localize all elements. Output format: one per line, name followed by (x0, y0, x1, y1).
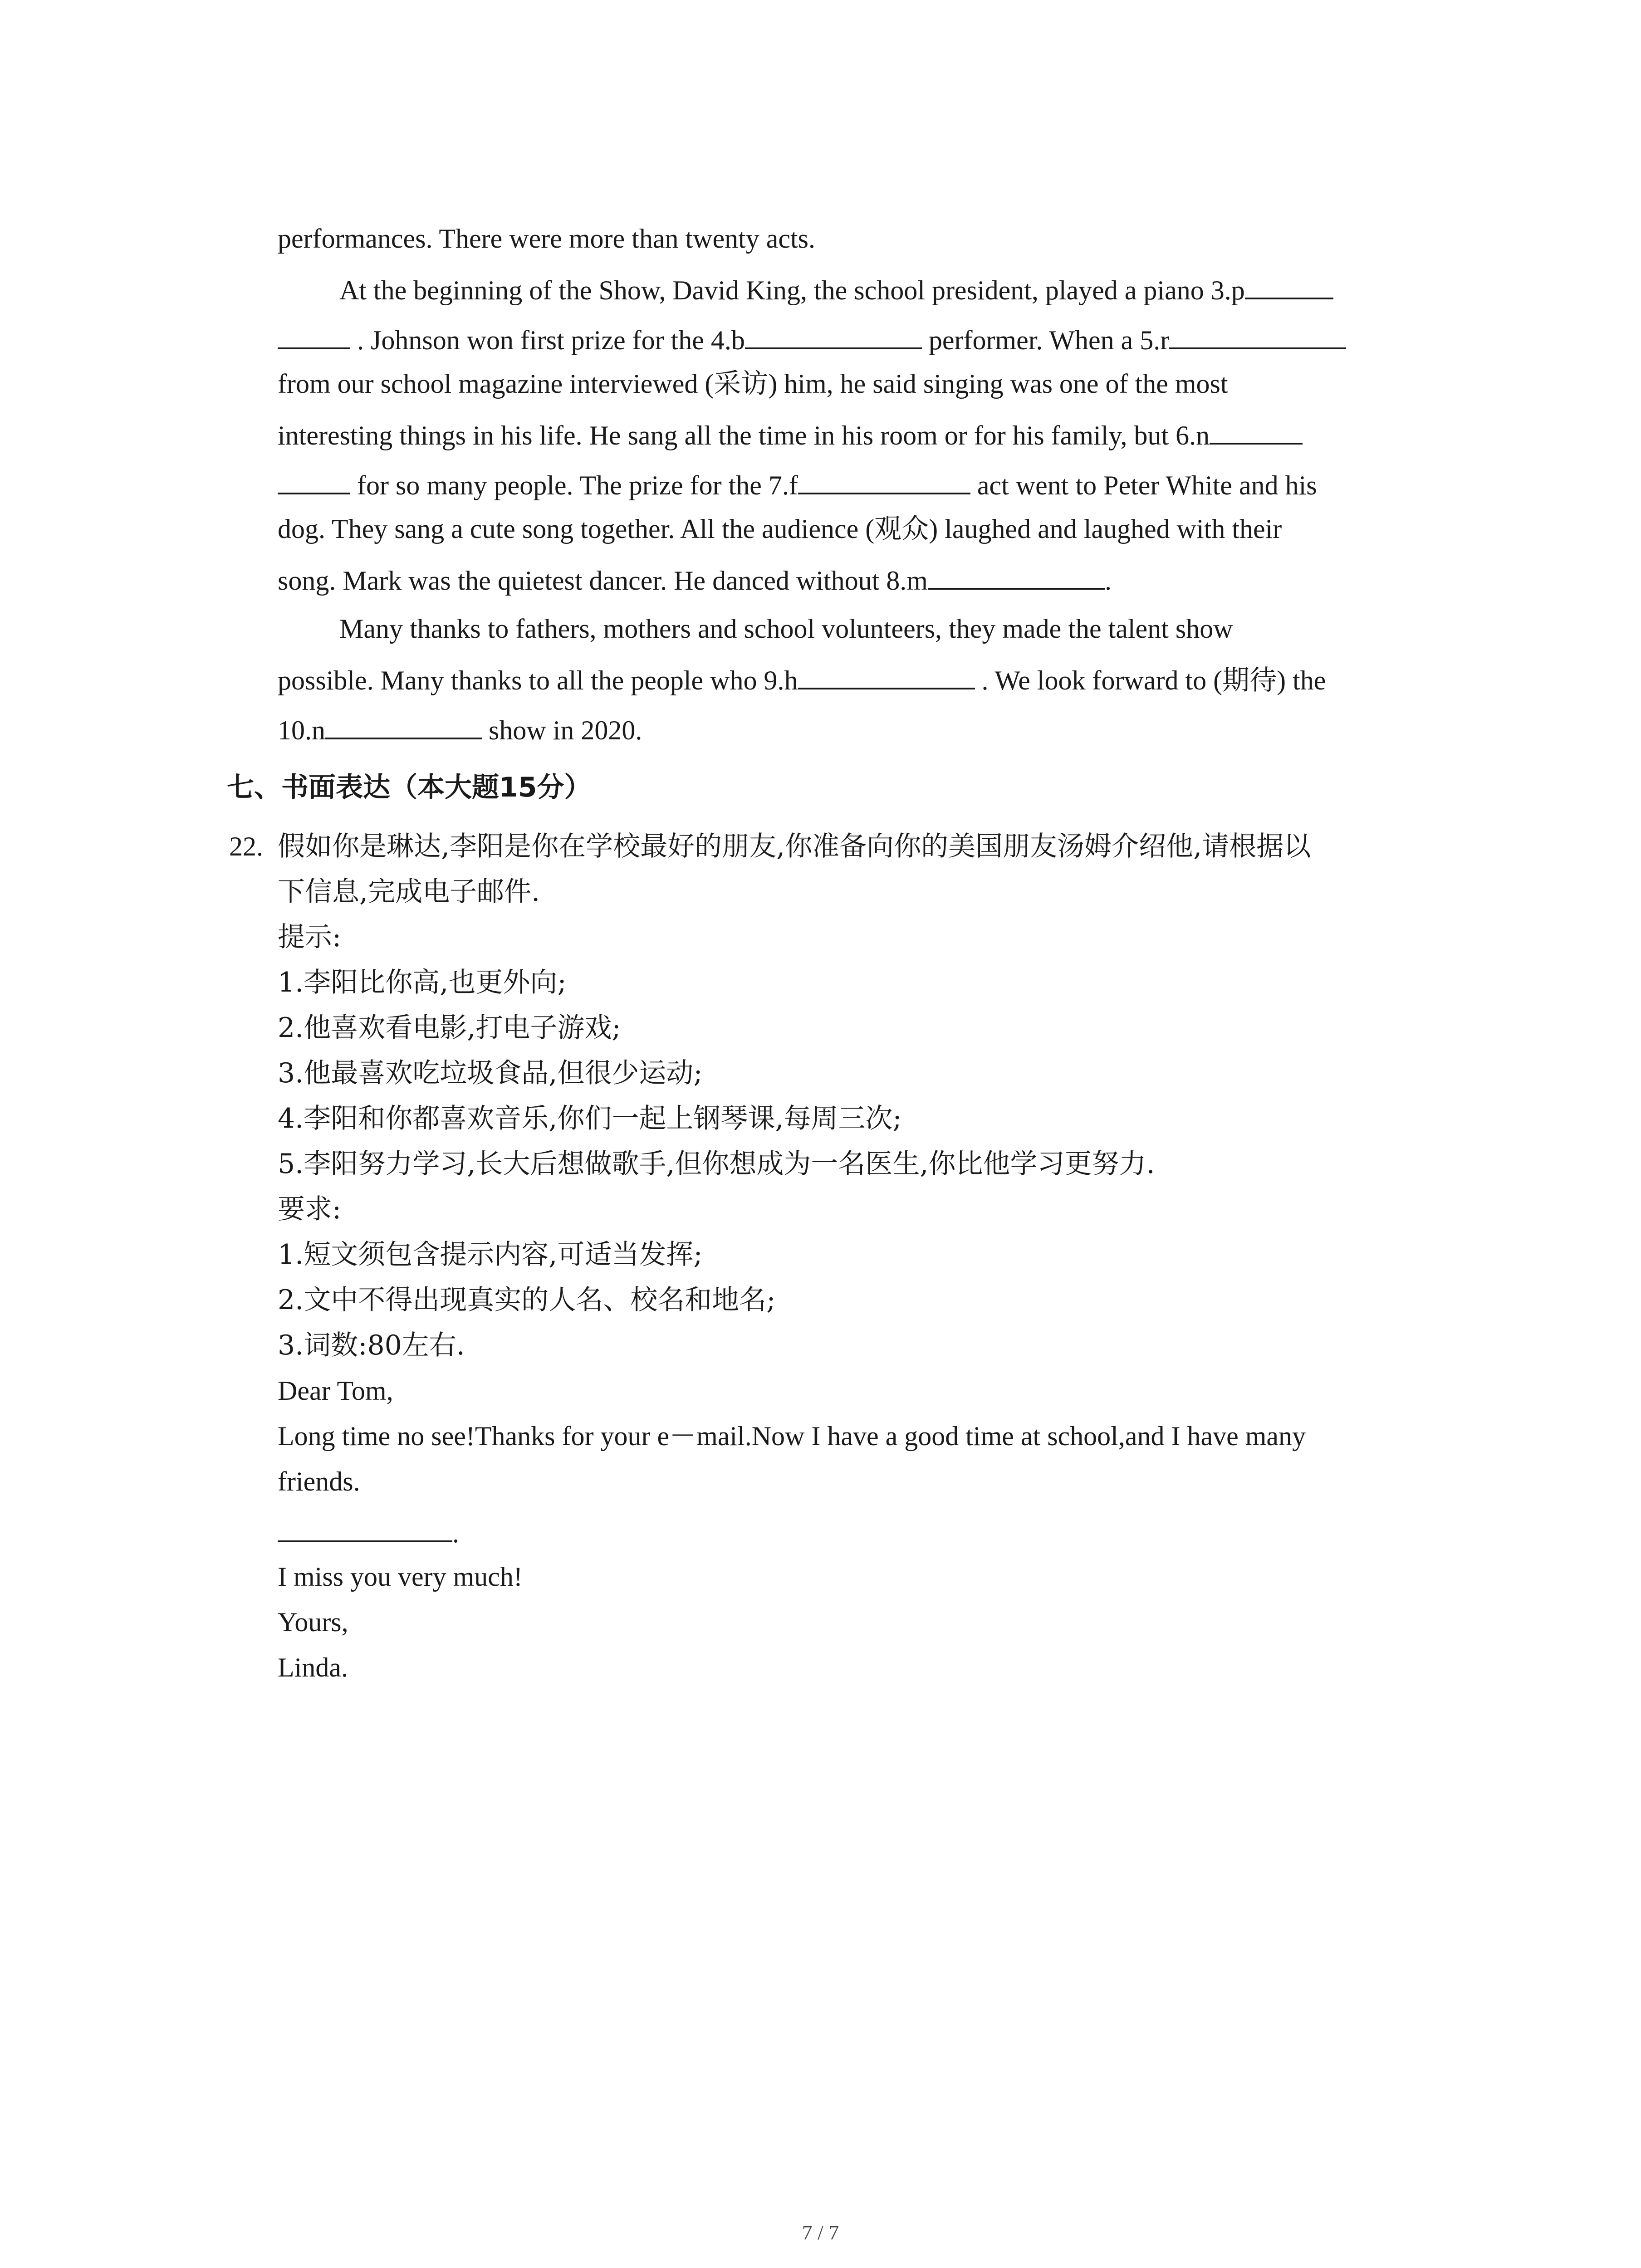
answer-blank-3[interactable] (1245, 272, 1333, 299)
passage-line-11 (278, 712, 642, 747)
hint-title: 提示: (278, 921, 342, 953)
hint-item: 1.李阳比你高,也更外向; (278, 967, 567, 998)
hint-item: 3.他最喜欢吃垃圾食品,但很少运动; (278, 1057, 703, 1089)
letter-valediction: Yours, (278, 1607, 348, 1637)
letter-blank-period: . (452, 1518, 459, 1548)
answer-blank-6[interactable] (1210, 417, 1303, 445)
passage-text: At the beginning of the Show, David King, the school president, played a piano 3.p (339, 275, 1245, 305)
page-number: 7 / 7 (802, 2221, 839, 2244)
letter-blank-line (278, 1515, 459, 1549)
answer-blank-5[interactable] (1169, 322, 1346, 349)
requirement-item: 1.短文须包含提示内容,可适当发挥; (278, 1239, 703, 1271)
letter-body-line-1: Long time no see!Thanks for your e－mail.Now I have a good time at school,and I have many (278, 1421, 1306, 1451)
section-heading: 七、书面表达（本大题15分） (227, 772, 592, 803)
passage-line-7: dog. They sang a cute song together. All the audience (观众) laughed and laughed with their (278, 514, 1282, 544)
answer-blank-4[interactable] (745, 322, 922, 349)
passage-line-8 (278, 562, 1112, 597)
hint-item: 5.李阳努力学习,长大后想做歌手,但你想成为一名医生,你比他学习更努力. (278, 1148, 1155, 1180)
passage-text: . (1104, 566, 1112, 596)
letter-writing-blank[interactable] (278, 1515, 452, 1542)
passage-line-6 (278, 467, 1317, 502)
letter-signature: Linda. (278, 1652, 348, 1682)
answer-blank-8[interactable] (928, 562, 1105, 590)
passage-line-1: performances. There were more than twenty acts. (278, 224, 816, 254)
hint-item: 2.他喜欢看电影,打电子游戏; (278, 1012, 621, 1044)
letter-body-line-2: friends. (278, 1466, 360, 1496)
passage-text: performer. When a 5.r (928, 325, 1170, 355)
passage-text: 10.n (278, 715, 325, 745)
question-stem-line-1: 假如你是琳达,李阳是你在学校最好的朋友,你准备向你的美国朋友汤姆介绍他,请根据以 (278, 831, 1311, 862)
hint-item: 4.李阳和你都喜欢音乐,你们一起上钢琴课,每周三次; (278, 1103, 902, 1134)
passage-line-2 (339, 272, 1333, 307)
letter-greeting: Dear Tom, (278, 1376, 393, 1406)
answer-blank-6-cont[interactable] (278, 467, 350, 494)
passage-text: show in 2020. (489, 715, 642, 745)
answer-blank-10[interactable] (325, 712, 482, 739)
passage-line-3 (278, 322, 1346, 357)
question-stem-line-2: 下信息,完成电子邮件. (278, 876, 540, 908)
passage-line-5 (278, 417, 1303, 452)
requirement-item: 2.文中不得出现真实的人名、校名和地名; (278, 1284, 776, 1316)
answer-blank-3-cont[interactable] (278, 322, 350, 349)
answer-blank-7[interactable] (798, 467, 970, 494)
passage-text: . We look forward to (期待) the (981, 665, 1326, 695)
answer-blank-9[interactable] (798, 662, 975, 689)
passage-text: for so many people. The prize for the 7.f (357, 470, 798, 500)
passage-line-4: from our school magazine interviewed (采访) him, he said singing was one of the most (278, 369, 1228, 399)
passage-text: . Johnson won first prize for the 4.b (357, 325, 745, 355)
passage-line-10 (278, 662, 1326, 697)
letter-closing-line: I miss you very much! (278, 1562, 523, 1592)
requirement-item: 3.词数:80左右. (278, 1330, 465, 1361)
passage-line-9: Many thanks to fathers, mothers and school volunteers, they made the talent show (339, 614, 1233, 644)
passage-text: interesting things in his life. He sang all the time in his room or for his family, but 6.n (278, 420, 1210, 450)
passage-text: possible. Many thanks to all the people who 9.h (278, 665, 798, 695)
passage-text: act went to Peter White and his (977, 470, 1317, 500)
requirement-title: 要求: (278, 1193, 342, 1225)
passage-text: song. Mark was the quietest dancer. He danced without 8.m (278, 566, 928, 596)
question-number: 22. (229, 831, 263, 861)
